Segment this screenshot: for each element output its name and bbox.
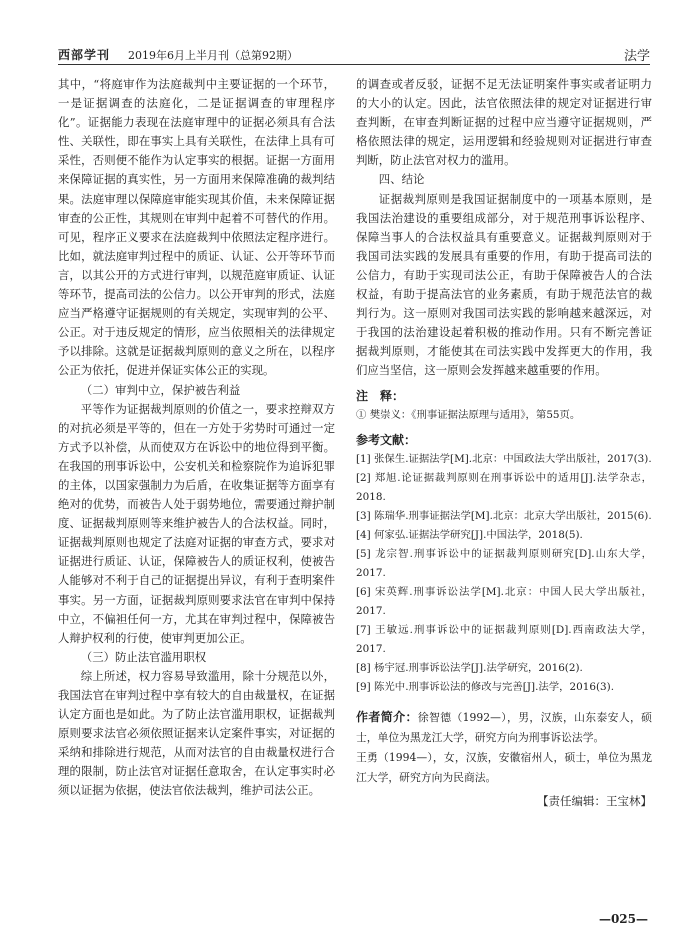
- right-column: [356, 75, 652, 811]
- notes-title: 注 释：: [356, 388, 405, 403]
- paragraph: 其中，“将庭审作为法庭裁判中主要证据的一个环节，一是证据调查的法庭化，二是证据调查的审理程序化”。证据能力表现在法庭审理中的证据必须具有合法性、关联性，即在事实上具有关联性，在法律上具有可采性，否则便不能作为认定事实的根据。证据一方面用来保障证据的真实性，另一方面用来保障准确的裁判结果。法庭审理以保障庭审能实现其价值，未来保障证据审查的公正性，其规则在审判中起着不可替代的作用。可见，程序正义要求在法庭裁判中依照法定程序进行。比如，就法庭审判过程中的质证、认证、公开等环节而言，以其公开的方式进行审判，以规范庭审质证、认证等环节，提高司法的公信力。以公开审判的形式，法庭应当严格遵守证据规则的有关规定，实现审判的公平、公正。对于违反规定的情形，应当依照相关的法律规定予以排除。这就是证据裁判原则的意义之所在，以程序公正为依托，促进并保证实体公正的实现。: [58, 77, 335, 378]
- left-column: [58, 75, 335, 801]
- reference-item: [8] 杨宇冠.刑事诉讼法学[J].法学研究，2016(2).: [356, 661, 583, 674]
- author-label: 作者简介：: [356, 709, 418, 724]
- paragraph: 的调查或者反驳，证据不足无法证明案件事实或者证明力的大小的认定。因此，法官依照法律的规定对证据进行审查判断，在审查判断证据的过程中应当遵守证据规则，严格依照法律的规定，运用逻辑和经验规则对证据进行审查判断，防止法官对权力的滥用。: [356, 77, 652, 168]
- running-header: [58, 44, 650, 65]
- reference-item: [7] 王敏远.刑事诉讼中的证据裁判原则[D].西南政法大学，2017.: [356, 623, 652, 655]
- subheading: （三）防止法官滥用职权: [80, 649, 207, 664]
- reference-item: [9] 陈光中.刑事诉讼法的修改与完善[J].法学，2016(3).: [356, 680, 615, 693]
- reference-item: [4] 何家弘.证据法学研究[J].中国法学，2018(5).: [356, 528, 583, 541]
- section-name: 法学: [623, 49, 650, 64]
- note-item: ① 樊崇义：《刑事证据法原理与适用》，第55页。: [356, 408, 581, 421]
- author-one: 徐智德（1992—），男，汉族，山东泰安人，硕士，单位为黑龙江大学，研究方向为刑事诉讼法学。: [356, 710, 652, 744]
- reference-item: [5] 龙宗智.刑事诉讼中的证据裁判原则研究[D].山东大学，2017.: [356, 547, 652, 579]
- paragraph: 证据裁判原则是我国证据制度中的一项基本原则，是我国法治建设的重要组成部分，对于规范刑事诉讼程序、保障当事人的合法权益具有重要意义。证据裁判原则对于我国司法实践的发展具有重要的作用，有助于提高司法的公信力，有助于实现司法公正，有助于保障被告人的合法权益，有助于提高法官的业务素质，有助于规范法官的裁判行为。这一原则对我国司法实践的影响越来越深远，对于我国的法治建设起着积极的推动作用。只有不断完善证据裁判原则，才能使其在司法实践中发挥更大的作用，我们应当坚信，这一原则会发挥越来越重要的作用。: [356, 191, 652, 378]
- reference-item: [3] 陈瑞华.刑事证据法学[M].北京：北京大学出版社，2015(6).: [356, 509, 652, 522]
- page-number: —025—: [598, 912, 648, 926]
- paragraph: 综上所述，权力容易导致滥用，除十分规范以外，我国法官在审判过程中享有较大的自由裁量权，在证据认定方面也是如此。为了防止法官滥用职权，证据裁判原则要求法官必须依照证据来认定案件事实，对证据的采纳和排除进行规范，从而对法官的自由裁量权进行合理的限制，防止法官对证据任意取舍，在认定事实时必须以证据为依据，使法官依法裁判，维护司法公正。: [58, 668, 335, 798]
- author-two: 王勇（1994—），女，汉族，安徽宿州人，硕士，单位为黑龙江大学，研究方向为民商法。: [356, 750, 652, 784]
- subheading: （二）审判中立，保护被告利益: [80, 382, 241, 397]
- editor-credit: 【责任编辑：王宝林】: [537, 793, 652, 808]
- author-info: [356, 707, 652, 788]
- paragraph: 平等作为证据裁判原则的价值之一，要求控辩双方的对抗必须是平等的，但在一方处于劣势时可通过一定方式予以补偿，从而使双方在诉讼中的地位得到平衡。在我国的刑事诉讼中，公安机关和检察院作为追诉犯罪的主体，以国家强制力为后盾，在收集证据等方面享有绝对的优势，而被告人处于弱势地位，需要通过辩护制度、证据裁判原则等来维护被告人的合法权益。同时，证据裁判原则也规定了法庭对证据的审查方式，要求对证据进行质证、认证，保障被告人的质证权利，使被告人能够对不利于自己的证据提出异议，有利于查明案件事实。另一方面，证据裁判原则要求法官在审判中保持中立，不偏袒任何一方，尤其在审判过程中，保障被告人辩护权利的行使，使审判更加公正。: [58, 401, 335, 645]
- journal-name: 西部学刊: [58, 48, 111, 62]
- references-title: 参考文献：: [356, 432, 417, 447]
- issue-info: 2019年6月上半月刊（总第92期）: [128, 49, 298, 62]
- section-heading: 四、结论: [378, 172, 425, 187]
- reference-item: [6] 宋英辉.刑事诉讼法学[M].北京：中国人民大学出版社，2017.: [356, 585, 652, 617]
- reference-item: [2] 郑旭.论证据裁判原则在刑事诉讼中的适用[J].法学杂志，2018.: [356, 471, 652, 503]
- reference-item: [1] 张保生.证据法学[M].北京：中国政法大学出版社，2017(3).: [356, 452, 652, 465]
